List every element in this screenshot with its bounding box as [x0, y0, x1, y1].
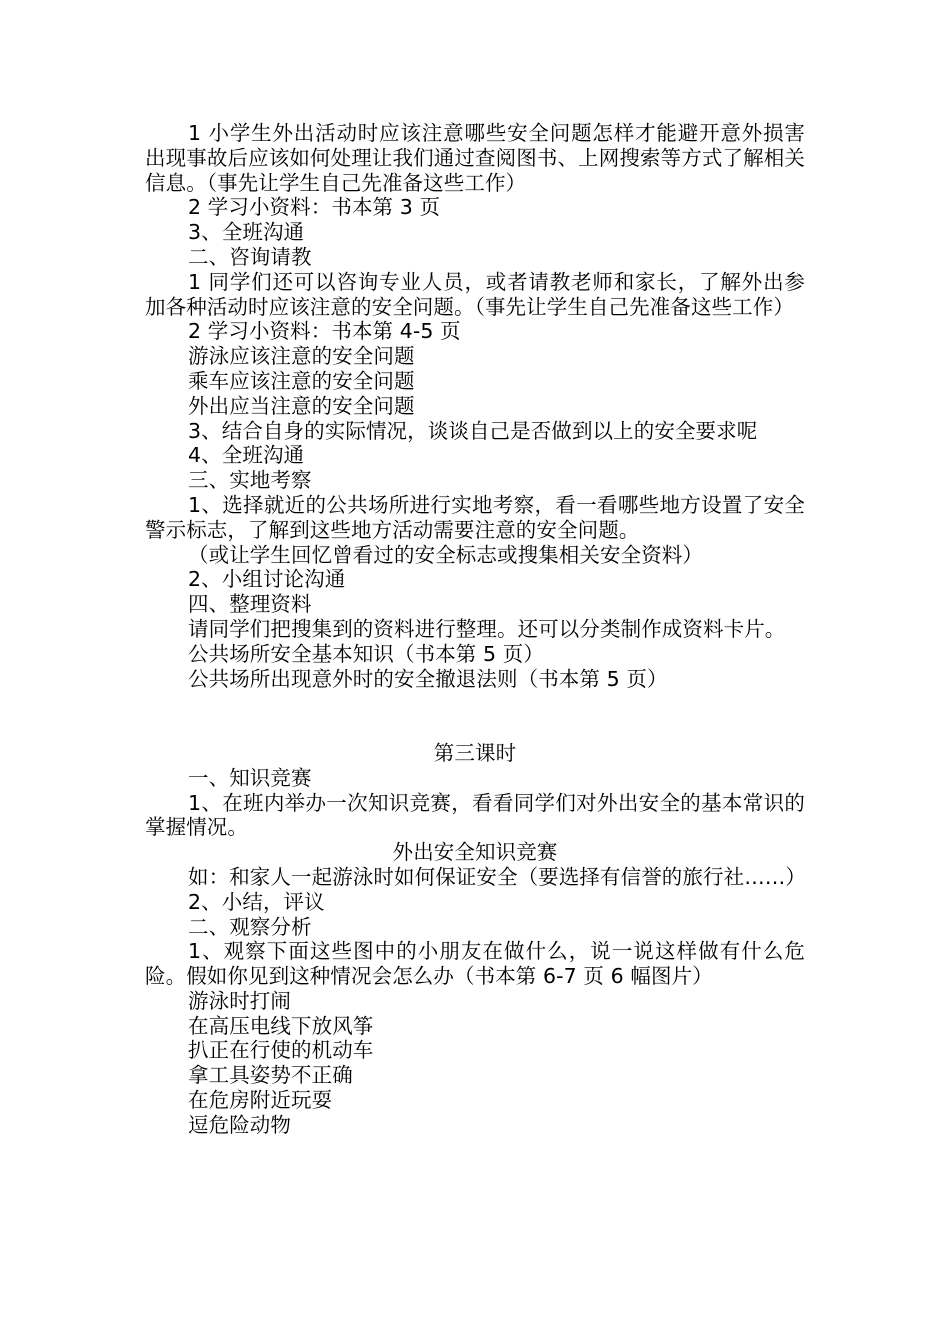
- paragraph: 4、全班沟通: [188, 443, 305, 468]
- paragraph: 1 同学们还可以咨询专业人员，或者请教老师和家长，了解外出参加各种活动时应该注意的安全问题。（事先让学生自己先准备这些工作）: [145, 269, 805, 319]
- list-item: 公共场所安全基本知识（书本第 5 页）: [188, 641, 544, 666]
- paragraph: 2、小结，评议: [188, 889, 325, 914]
- paragraph: 1、在班内举办一次知识竞赛，看看同学们对外出安全的基本常识的掌握情况。: [145, 790, 805, 840]
- list-item: 在危房附近玩耍: [188, 1088, 333, 1113]
- list-item: 逗危险动物: [188, 1112, 291, 1137]
- list-item: 扒正在行使的机动车: [188, 1038, 374, 1063]
- list-item: 在高压电线下放风筝: [188, 1013, 374, 1038]
- spacer: [145, 691, 805, 741]
- list-item: 游泳时打闹: [188, 988, 291, 1013]
- paragraph: （或让学生回忆曾看过的安全标志或搜集相关安全资料）: [188, 542, 703, 567]
- section-heading: 四、整理资料: [188, 592, 312, 617]
- paragraph: 3、全班沟通: [188, 220, 305, 245]
- paragraph: 1 小学生外出活动时应该注意哪些安全问题怎样才能避开意外损害出现事故后应该如何处理让我们通过查阅图书、上网搜索等方式了解相关信息。（事先让学生自己先准备这些工作）: [145, 121, 805, 195]
- list-item: 游泳应该注意的安全问题: [188, 344, 415, 369]
- contest-title: 外出安全知识竞赛: [392, 840, 558, 865]
- section-heading: 一、知识竞赛: [188, 765, 312, 790]
- section-heading: 三、实地考察: [188, 468, 312, 493]
- document-page: [145, 121, 805, 1138]
- paragraph: 3、结合自身的实际情况，谈谈自己是否做到以上的安全要求呢: [188, 418, 758, 443]
- paragraph: 1、选择就近的公共场所进行实地考察，看一看哪些地方设置了安全警示标志，了解到这些地方活动需要注意的安全问题。: [145, 492, 805, 542]
- paragraph: 1、观察下面这些图中的小朋友在做什么，说一说这样做有什么危险。假如你见到这种情况会怎么办（书本第 6-7 页 6 幅图片）: [145, 939, 805, 989]
- list-item: 外出应当注意的安全问题: [188, 393, 415, 418]
- list-item: 拿工具姿势不正确: [188, 1063, 353, 1088]
- paragraph: 2、小组讨论沟通: [188, 567, 346, 592]
- list-item: 公共场所出现意外时的安全撤退法则（书本第 5 页）: [188, 666, 668, 691]
- paragraph: 2 学习小资料：书本第 4-5 页: [188, 319, 461, 344]
- list-item: 乘车应该注意的安全问题: [188, 368, 415, 393]
- lesson-title: 第三课时: [433, 740, 517, 765]
- paragraph: 2 学习小资料：书本第 3 页: [188, 195, 441, 220]
- section-heading: 二、观察分析: [188, 914, 312, 939]
- paragraph: 请同学们把搜集到的资料进行整理。还可以分类制作成资料卡片。: [188, 616, 786, 641]
- paragraph: 如：和家人一起游泳时如何保证安全（要选择有信誉的旅行社……）: [188, 864, 806, 889]
- section-heading: 二、咨询请教: [188, 244, 312, 269]
